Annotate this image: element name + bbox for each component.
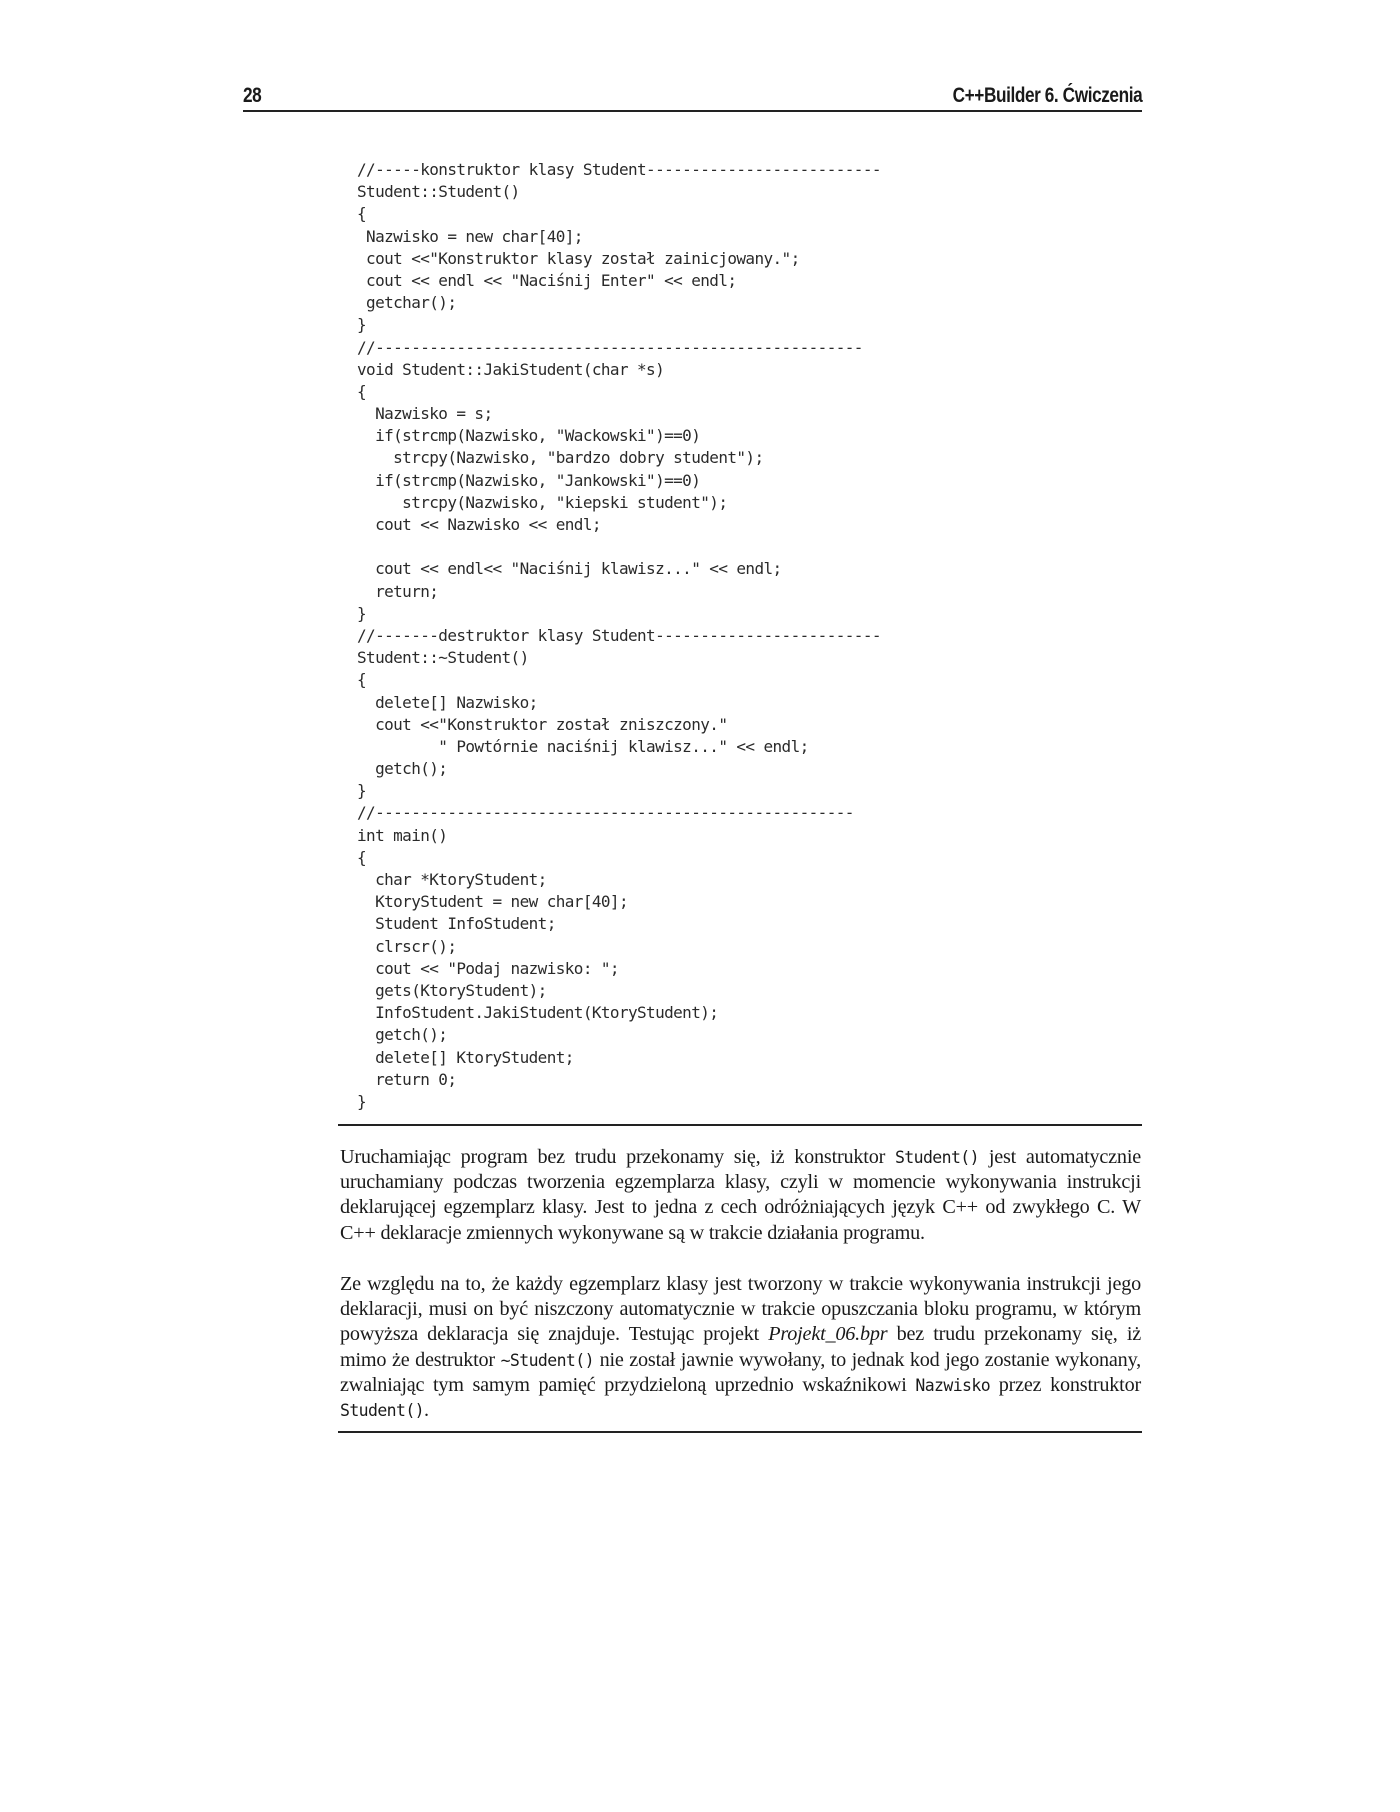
code-line: cout << Nazwisko << endl; — [357, 515, 601, 534]
code-line: delete[] Nazwisko; — [357, 692, 538, 712]
code-line: KtoryStudent = new char[40]; — [357, 892, 628, 912]
paragraph-1 — [340, 1145, 1141, 1246]
code-line: getch(); — [357, 759, 448, 779]
code-line: //-------destruktor klasy Student------------------------- — [357, 625, 881, 645]
code-line: cout << endl<< "Naciśnij klawisz..." << endl; — [357, 559, 782, 579]
code-line: void Student::JakiStudent(char *s) — [357, 359, 665, 379]
code-line: InfoStudent.JakiStudent(KtoryStudent); — [357, 1003, 719, 1023]
inline-code-student-constructor: Student() — [894, 1148, 979, 1167]
code-line: strcpy(Nazwisko, "kiepski student"); — [357, 492, 728, 512]
code-line: Nazwisko = s; — [357, 404, 493, 424]
code-line: } — [357, 1091, 367, 1111]
page-number: 28 — [243, 84, 262, 107]
paragraph-2-text-4: przez konstruktor — [990, 1373, 1142, 1396]
code-line: { — [357, 847, 367, 867]
paragraph-1-text-2: jest automatycznie uruchamiany podczas tworzenia egzemplarza klasy, czyli w momencie wykonywania instrukcji deklarującej egzemplarz klasy. Jest to jedna z cech odróżniających język C++ od zwykłego C. W C++ deklaracje zmiennych wykonywane są w trakcie działania programu. — [340, 1146, 1141, 1244]
code-line: cout << "Podaj nazwisko: "; — [357, 958, 619, 978]
code-line: if(strcmp(Nazwisko, "Jankowski")==0) — [357, 470, 701, 490]
code-line: //-----konstruktor klasy Student-------------------------- — [357, 160, 881, 179]
code-line: delete[] KtoryStudent; — [357, 1047, 574, 1067]
rule-bottom — [338, 1431, 1142, 1433]
code-line: } — [357, 603, 367, 623]
code-line: clrscr(); — [357, 936, 457, 956]
code-line: strcpy(Nazwisko, "bardzo dobry student"); — [357, 448, 764, 468]
paragraph-2-text-3: nie został jawnie wywołany, to jednak kod jego zostanie wykonany, zwalniając tym samym pamięć przydzieloną uprzednio wskaźnikowi — [340, 1348, 1141, 1396]
code-line: getchar(); — [357, 293, 457, 313]
code-line — [357, 536, 881, 558]
project-filename: Projekt_06.bpr — [768, 1323, 888, 1346]
inline-code-student-constructor-2: Student() — [340, 1401, 425, 1421]
inline-code-nazwisko: Nazwisko — [915, 1375, 991, 1395]
paragraph-2-text-1: Ze względu na to, że każdy egzemplarz klasy jest tworzony w trakcie wykonywania instrukcji jego deklaracji, musi on być niszczony automatycznie w trakcie opuszczania bloku programu, w którym powyższa deklaracja się znajduje. Testując projekt — [340, 1273, 1141, 1346]
header-rule — [243, 110, 1142, 112]
code-line: //----------------------------------------------------- — [357, 803, 854, 823]
code-line: Student InfoStudent; — [357, 914, 556, 934]
code-line: " Powtórnie naciśnij klawisz..." << endl; — [357, 736, 809, 756]
code-line: Student::~Student() — [357, 648, 529, 668]
paragraph-2-text-5: . — [424, 1399, 429, 1422]
running-title: C++Builder 6. Ćwiczenia — [952, 84, 1142, 107]
code-line: Nazwisko = new char[40]; — [357, 226, 583, 246]
code-line: cout <<"Konstruktor został zniszczony." — [357, 714, 728, 734]
code-line: Student::Student() — [357, 182, 520, 202]
code-line: } — [357, 315, 367, 335]
paragraph-2 — [340, 1272, 1141, 1423]
code-line: cout <<"Konstruktor klasy został zainicjowany."; — [357, 248, 800, 268]
code-line: { — [357, 670, 367, 690]
code-line: getch(); — [357, 1025, 448, 1045]
rule-top — [338, 1124, 1142, 1126]
code-listing — [357, 159, 881, 1113]
code-line: cout << endl << "Naciśnij Enter" << endl; — [357, 270, 737, 290]
code-line: if(strcmp(Nazwisko, "Wackowski")==0) — [357, 426, 701, 446]
code-line: int main() — [357, 825, 448, 845]
code-line: return 0; — [357, 1069, 457, 1089]
code-line: return; — [357, 581, 439, 601]
paragraph-1-text-1: Uruchamiając program bez trudu przekonamy się, iż konstruktor — [340, 1146, 895, 1168]
code-line: gets(KtoryStudent); — [357, 980, 547, 1000]
paragraph-2-text-2: bez trudu przekonamy się, iż mimo że destruktor — [340, 1323, 1141, 1371]
code-line: { — [357, 204, 367, 224]
code-line: //------------------------------------------------------ — [357, 337, 863, 357]
inline-code-destructor: ~Student() — [500, 1350, 594, 1370]
code-line: } — [357, 781, 367, 801]
code-line: char *KtoryStudent; — [357, 870, 547, 889]
code-line: { — [357, 381, 367, 401]
